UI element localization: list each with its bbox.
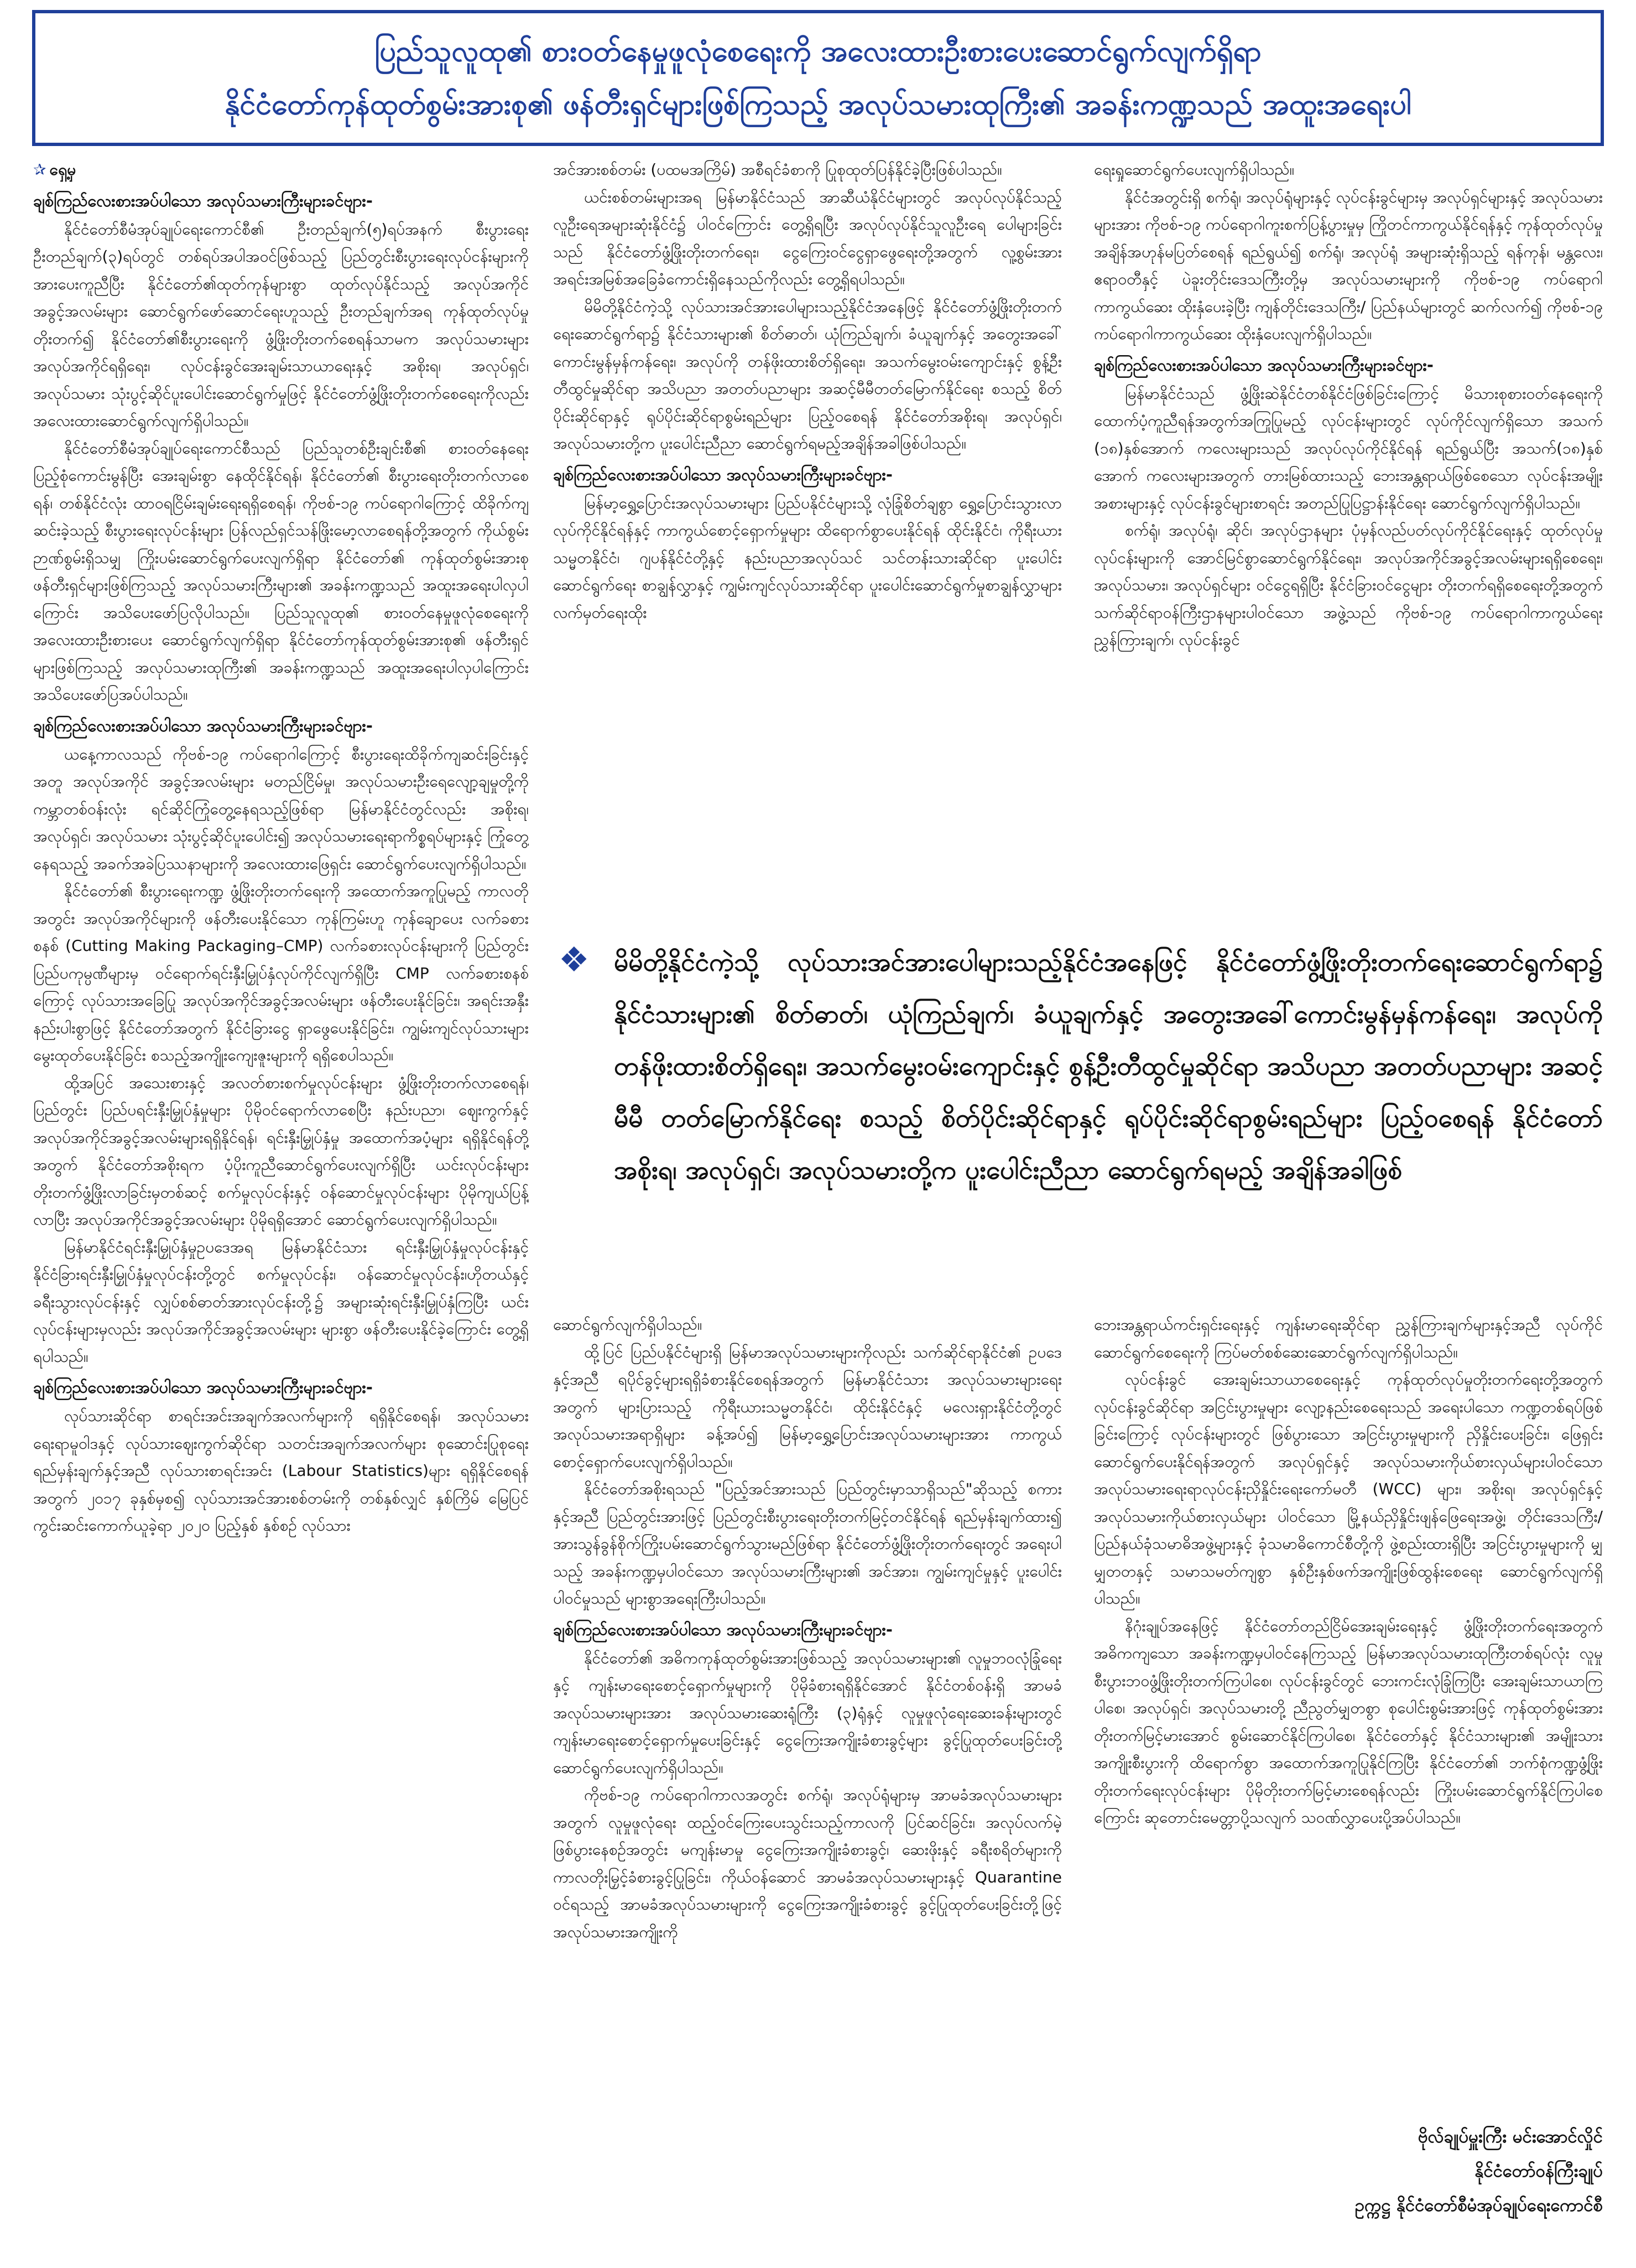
- body-paragraph: မြန်မာနိုင်ငံသည် ဖွံ့ဖြိုးဆဲနိုင်ငံတစ်နိုင်ငံဖြစ်ခြင်းကြောင့် မိသားစုစားဝတ်နေရေးကို ထောက်ပံ့ကူညီရန်အတွက်အကြုပြုမည့် လုပ်ငန်းများတွင် လုပ်ကိုင်လျက်ရှိသော အသက် (၁၈)နှစ်အောက် ကလေးများသည် အလုပ်လုပ်ကိုင်နိုင်ရန် ရည်ရွယ်ပြီး အသက်(၁၈)နှစ်အောက် ကလေးများအတွက် တားမြစ်ထားသည့် ဘေးအန္တရာယ်ဖြစ်စေသော လုပ်ငန်းအမျိုးအစားများနှင့် လုပ်ငန်းခွင်များစာရင်း အတည်ပြုပြဋ္ဌာန်းနိုင်ရေး ဆောင်ရွက်လျက်ရှိပါသည်။: [1094, 384, 1603, 512]
- signatory-name: ဗိုလ်ချုပ်မှူးကြီး မင်းအောင်လှိုင်: [1418, 2127, 1603, 2147]
- title-banner: [32, 10, 1604, 146]
- body-paragraph: နိုင်ငံတော်၏ စီးပွားရေးကဏ္ဍ ဖွံ့ဖြိုးတိုးတက်ရေးကို အထောက်အကူပြုမည့် ကာလတိုအတွင်း အလုပ်အကိုင်များကို ဖန်တီးပေးနိုင်သော ကုန်ကြမ်းဟူ ကုန်ချောပေး လက်ခစားစနစ် (Cutting Making Packaging–CMP) လက်ခစားလုပ်ငန်းများကို ပြည်တွင်း ပြည်ပကုမ္ပဏီများမှ ဝင်ရောက်ရင်းနှီးမြှုပ်နှံလုပ်ကိုင်လျက်ရှိပြီး CMP လက်ခစားစနစ်ကြောင့် လုပ်သားအခြေပြု အလုပ်အကိုင်အခွင့်အလမ်းများ ဖန်တီးပေးနိုင်ခြင်း၊ အရင်းအနှီးနည်းပါးစွာဖြင့် နိုင်ငံတော်အတွက် နိုင်ငံခြားငွေ ရှာဖွေပေးနိုင်ခြင်း၊ ကျွမ်းကျင်လုပ်သားများ မွေးထုတ်ပေးနိုင်ခြင်း စသည့်အကျိုးကျေးဇူးများကို ရရှိစေပါသည်။: [33, 882, 529, 1064]
- body-paragraph: ဆောင်ရွက်လျက်ရှိပါသည်။: [553, 1315, 702, 1334]
- body-paragraph: အင်အားစစ်တမ်း (ပထမအကြိမ်) အစီရင်ခံစာကို ပြုစုထုတ်ပြန်နိုင်ခဲ့ပြီးဖြစ်ပါသည်။: [553, 160, 1002, 179]
- signatory-office: ဥက္ကဋ္ဌ နိုင်ငံတော်စီမံအုပ်ချုပ်ရေးကောင်စီ: [1354, 2196, 1603, 2215]
- article-column-3-top: [1094, 156, 1603, 925]
- body-paragraph: မြန်မာ့ရွှေ့ပြောင်းအလုပ်သမားများ ပြည်ပနိုင်ငံများသို့ လုံခြုံစိတ်ချစွာ ရွှေ့ပြောင်းသွားလာ လုပ်ကိုင်နိုင်ရန်နှင့် ကာကွယ်စောင့်ရှောက်မှုများ ထိရောက်စွာပေးနိုင်ရန် ထိုင်းနိုင်ငံ၊ ကိုရီးယားသမ္မတနိုင်ငံ၊ ဂျပန်နိုင်ငံတို့နှင့် နည်းပညာအလုပ်သင် သင်တန်းသားဆိုင်ရာ ပူးပေါင်းဆောင်ရွက်ရေး စာချွန်လွှာနှင့် ကျွမ်းကျင်လုပ်သားဆိုင်ရာ ပူးပေါင်းဆောင်ရွက်မှုစာချွန်လွှာများ လက်မှတ်ရေးထိုး: [553, 493, 1062, 622]
- signatory-title: နိုင်ငံတော်ဝန်ကြီးချုပ်: [1475, 2161, 1603, 2181]
- section-heading: ချစ်ကြည်လေးစားအပ်ပါသော အလုပ်သမားကြီးများခင်ဗျား-: [33, 191, 373, 210]
- pull-quote: [559, 936, 1603, 1302]
- body-paragraph: ကိုဗစ်-၁၉ ကပ်ရောဂါကာလအတွင်း စက်ရုံ၊ အလုပ်ရုံများမှ အာမခံအလုပ်သမားများအတွက် လူမှုဖူလုံရေး ထည့်ဝင်ကြေးပေးသွင်းသည့်ကာလကို ပြင်ဆင်ခြင်း၊ အလုပ်လက်မဲ့ဖြစ်ပွားနေစဉ်အတွင်း မကျန်းမာမှု ငွေကြေးအကျိုးခံစားခွင့်၊ ဆေးဖိုးနှင့် ခရီးစရိတ်များကို ကာလတိုးမြှင့်ခံစားခွင့်ပြုခြင်း၊ ကိုယ်ဝန်ဆောင် အာမခံအလုပ်သမားများနှင့် Quarantine ဝင်ရသည့် အာမခံအလုပ်သမားများကို ငွေကြေးအကျိုးခံစားခွင့် ခွင့်ပြုထုတ်ပေးခြင်းတို့ဖြင့် အလုပ်သမားအကျိုးကို: [553, 1786, 1062, 1941]
- title-line-2: နိုင်ငံတော်ကုန်ထုတ်စွမ်းအားစု၏ ဖန်တီးရှင်များဖြစ်ကြသည့် အလုပ်သမားထုကြီး၏ အခန်းကဏ္ဍသည် အထူးအရေးပါ: [225, 88, 1411, 121]
- body-paragraph: နိုင်ငံတော်အစိုးရသည် "ပြည့်အင်အားသည် ပြည်တွင်းမှာသာရှိသည်"ဆိုသည့် စကားနှင့်အညီ ပြည်တွင်းအားဖြင့် ပြည်တွင်းစီးပွားရေးတိုးတက်မြင့်တင်နိုင်ရန် ရည်မှန်းချက်ထား၍ အားသွန်ခွန်စိုက်ကြိုးပမ်းဆောင်ရွက်သွားမည်ဖြစ်ရာ နိုင်ငံတော်ဖွံ့ဖြိုးတိုးတက်ရေးတွင် အရေးပါသည့် အခန်းကဏ္ဍမှပါဝင်သော အလုပ်သမားကြီးများ၏ အင်အား၊ ကျွမ်းကျင်မှုနှင့် ပူးပေါင်းပါဝင်မှုသည် များစွာအရေးကြီးပါသည်။: [553, 1480, 1062, 1608]
- continued-from-marker: [33, 156, 529, 184]
- body-paragraph: ထို့ပြင် ပြည်ပနိုင်ငံများရှိ မြန်မာအလုပ်သမားများကိုလည်း သက်ဆိုင်ရာနိုင်ငံ၏ ဥပဒေနှင့်အညီ ရပိုင်ခွင့်များရရှိခံစားနိုင်စေရန်အတွက် မြန်မာနိုင်ငံသား အလုပ်သမားများရေးအတွက် များပြားသည့် ကိုရီးယားသမ္မတနိုင်ငံ၊ ထိုင်းနိုင်ငံနှင့် မလေးရှားနိုင်ငံတို့တွင် အလုပ်သမားအရာရှိများ ခန့်အပ်၍ မြန်မာ့ရွှေ့ပြောင်းအလုပ်သမားများအား ကာကွယ်စောင့်ရှောက်ပေးလျက်ရှိပါသည်။: [553, 1343, 1062, 1471]
- title-line-1: ပြည်သူလူထု၏ စားဝတ်နေမှုဖူလုံစေရေးကို အလေးထားဦးစားပေးဆောင်ရွက်လျက်ရှိရာ: [374, 35, 1262, 68]
- body-paragraph: စက်ရုံ၊ အလုပ်ရုံ၊ ဆိုင်၊ အလုပ်ဌာနများ ပုံမှန်လည်ပတ်လုပ်ကိုင်နိုင်ရေးနှင့် ထုတ်လုပ်မှုလုပ်ငန်းများကို အောင်မြင်စွာဆောင်ရွက်နိုင်ရေး၊ အလုပ်အကိုင်အခွင့်အလမ်းများရရှိစေရေး၊ အလုပ်သမား၊ အလုပ်ရှင်များ ဝင်ငွေရရှိပြီး နိုင်ငံခြားဝင်ငွေများ တိုးတက်ရရှိစေရေးတို့အတွက် သက်ဆိုင်ရာဝန်ကြီးဌာနများပါဝင်သော အဖွဲ့သည် ကိုဗစ်-၁၉ ကပ်ရောဂါကာကွယ်ရေး ညွှန်ကြားချက်၊ လုပ်ငန်းခွင်: [1094, 521, 1603, 649]
- article-column-1: [33, 156, 529, 2246]
- article-column-3-bottom: [1094, 1311, 1603, 2113]
- body-paragraph: ရေးရှုဆောင်ရွက်ပေးလျက်ရှိပါသည်။: [1094, 160, 1295, 179]
- body-paragraph: လုပ်ငန်းခွင် အေးချမ်းသာယာစေရေးနှင့် ကုန်ထုတ်လုပ်မှုတိုးတက်ရေးတို့အတွက် လုပ်ငန်းခွင်ဆိုင်ရာ အငြင်းပွားမှုများ လျော့နည်းစေရေးသည် အရေးပါသော ကဏ္ဍတစ်ရပ်ဖြစ်ခြင်းကြောင့် လုပ်ငန်းများတွင် ဖြစ်ပွားသော အငြင်းပွားမှုများကို ညှိနှိုင်းပေးခြင်း၊ ဖြေရှင်းဆောင်ရွက်ပေးနိုင်ရန်အတွက် အလုပ်ရှင်နှင့် အလုပ်သမားကိုယ်စားလှယ်များပါဝင်သော အလုပ်သမားရေးရာလုပ်ငန်းညှိနှိုင်းရေးကော်မတီ (WCC) များ၊ အစိုးရ၊ အလုပ်ရှင်နှင့် အလုပ်သမားကိုယ်စားလှယ်များ ပါဝင်သော မြို့နယ်ညှိနှိုင်းဖျန်ဖြေရေးအဖွဲ့၊ တိုင်းဒေသကြီး/ ပြည်နယ်ခုံသမာဓိအဖွဲ့များနှင့် ခုံသမာဓိကောင်စီတို့ကို ဖွဲ့စည်းထားရှိပြီး အငြင်းပွားမှုများကို မျှမျှတတနှင့် သမာသမတ်ကျစွာ နှစ်ဦးနှစ်ဖက်အကျိုးဖြစ်ထွန်းစေရေး ဆောင်ရွက်လျက်ရှိပါသည်။: [1094, 1370, 1603, 1608]
- star-icon: ✰: [33, 160, 46, 179]
- body-paragraph: ဘေးအန္တရာယ်ကင်းရှင်းရေးနှင့် ကျန်းမာရေးဆိုင်ရာ ညွှန်ကြားချက်များနှင့်အညီ လုပ်ကိုင်ဆောင်ရွက်စေရေးကို ကြပ်မတ်စစ်ဆေးဆောင်ရွက်လျက်ရှိပါသည်။: [1094, 1315, 1603, 1361]
- body-paragraph: ယနေ့ကာလသည် ကိုဗစ်-၁၉ ကပ်ရောဂါကြောင့် စီးပွားရေးထိခိုက်ကျဆင်းခြင်းနှင့်အတူ အလုပ်အကိုင် အခွင့်အလမ်းများ မတည်ငြိမ်မှု၊ အလုပ်သမားဦးရေလျော့ချမှုတို့ကို ကမ္ဘာတစ်ဝန်းလုံး ရင်ဆိုင်ကြုံတွေ့နေရသည့်ဖြစ်ရာ မြန်မာနိုင်ငံတွင်လည်း အစိုးရ၊ အလုပ်ရှင်၊ အလုပ်သမား သုံးပွင့်ဆိုင်ပူးပေါင်း၍ အလုပ်သမားရေးရာကိစ္စရပ်များနှင့် ကြုံတွေ့နေရသည့် အခက်အခဲပြဿနာများကို အလေးထားဖြေရှင်း ဆောင်ရွက်ပေးလျက်ရှိပါသည်။: [33, 745, 529, 873]
- body-paragraph: လုပ်သားဆိုင်ရာ စာရင်းအင်းအချက်အလက်များကို ရရှိနိုင်စေရန်၊ အလုပ်သမားရေးရာမူဝါဒနှင့် လုပ်သားဈေးကွက်ဆိုင်ရာ သတင်းအချက်အလက်များ စုဆောင်းပြုစုရေး ရည်မှန်းချက်နှင့်အညီ လုပ်သားစာရင်းအင်း (Labour Statistics)များ ရရှိနိုင်စေရန်အတွက် ၂၀၁၇ ခုနှစ်မှစ၍ လုပ်သားအင်အားစစ်တမ်းကို တစ်နှစ်လျှင် နှစ်ကြိမ် မြေပြင်ကွင်းဆင်းကောက်ယူခဲ့ရာ ၂၀၂၀ ပြည့်နှစ် နှစ်စဉ် လုပ်သား: [33, 1407, 529, 1534]
- body-paragraph: နိုင်ငံအတွင်းရှိ စက်ရုံ၊ အလုပ်ရုံများနှင့် လုပ်ငန်းခွင်များမှ အလုပ်ရှင်များနှင့် အလုပ်သမားများအား ကိုဗစ်-၁၉ ကပ်ရောဂါကူးစက်ပြန့်ပွားမှုမှ ကြိုတင်ကာကွယ်နိုင်ရန်နှင့် ကုန်ထုတ်လုပ်မှုအချိန်အဟုန်မပြတ်စေရန် ရည်ရွယ်၍ စက်ရုံ၊ အလုပ်ရုံ အများဆုံးရှိသည့် ရန်ကုန်၊ မန္တလေး၊ ဧရာဝတီနှင့် ပဲခူးတိုင်းဒေသကြီးတို့မှ အလုပ်သမားများကို ကိုဗစ်-၁၉ ကပ်ရောဂါကာကွယ်ဆေး ထိုးနှံပေးခဲ့ပြီး ကျန်တိုင်းဒေသကြီး/ ပြည်နယ်များတွင် ဆက်လက်၍ ကိုဗစ်-၁၉ ကပ်ရောဂါကာကွယ်ဆေး ထိုးနှံပေးလျက်ရှိပါသည်။: [1094, 188, 1603, 343]
- body-paragraph: နိုင်ငံတော်စီမံအုပ်ချုပ်ရေးကောင်စီသည် ပြည်သူတစ်ဦးချင်းစီ၏ စားဝတ်နေရေးပြည့်စုံကောင်းမွန်ပြီး အေးချမ်းစွာ နေထိုင်နိုင်ရန်၊ နိုင်ငံတော်၏ စီးပွားရေးတိုးတက်လာစေရန်၊ တစ်နိုင်ငံလုံး ထာဝရငြိမ်းချမ်းရေးရရှိစေရန်၊ ကိုဗစ်-၁၉ ကပ်ရောဂါကြောင့် ထိခိုက်ကျဆင်းခဲ့သည့် စီးပွားရေးလုပ်ငန်းများ ပြန်လည်ရှင်သန်ဖြိုးမော့လာစေရန်တို့အတွက် ကိုယ်စွမ်းဉာဏ်စွမ်းရှိသမျှ ကြိုးပမ်းဆောင်ရွက်ပေးလျက်ရှိရာ နိုင်ငံတော်၏ ကုန်ထုတ်စွမ်းအားစု ဖန်တီးရှင်များဖြစ်ကြသည့် အလုပ်သမားကြီးများ၏ အခန်းကဏ္ဍသည် အထူးအရေးပါလှပါကြောင်း အသိပေးဖော်ပြလိုပါသည်။ ပြည်သူလူထု၏ စားဝတ်နေမှုဖူလုံစေရေးကို အလေးထားဦးစားပေး ဆောင်ရွက်လျက်ရှိရာ နိုင်ငံတော်ကုန်ထုတ်စွမ်းအားစု၏ ဖန်တီးရှင်များဖြစ်ကြသည့် အလုပ်သမားထုကြီး၏ အခန်းကဏ္ဍသည် အထူးအရေးပါလှပါကြောင်း အသိပေးဖော်ပြအပ်ပါသည်။: [33, 439, 529, 704]
- body-paragraph: နိဂုံးချုပ်အနေဖြင့် နိုင်ငံတော်တည်ငြိမ်အေးချမ်းရေးနှင့် ဖွံ့ဖြိုးတိုးတက်ရေးအတွက် အဓိကကျသော အခန်းကဏ္ဍမှပါဝင်နေကြသည့် မြန်မာအလုပ်သမားထုကြီးတစ်ရပ်လုံး လူမှုစီးပွားဘဝဖွံ့ဖြိုးတိုးတက်ကြပါစေ၊ လုပ်ငန်းခွင်တွင် ဘေးကင်းလုံခြုံကြပြီး အေးချမ်းသာယာကြပါစေ၊ အလုပ်ရှင်၊ အလုပ်သမားတို့ ညီညွတ်မျှတစွာ စုပေါင်းစွမ်းအားဖြင့် ကုန်ထုတ်စွမ်းအား တိုးတက်မြင့်မားအောင် စွမ်းဆောင်နိုင်ကြပါစေ၊ နိုင်ငံတော်နှင့် နိုင်ငံသားများ၏ အမျိုးသားအကျိုးစီးပွားကို ထိရောက်စွာ အထောက်အကူပြုနိုင်ကြပြီး နိုင်ငံတော်၏ ဘက်စုံကဏ္ဍဖွံ့ဖြိုးတိုးတက်ရေးလုပ်ငန်းများ ပိုမိုတိုးတက်မြင့်မားစေရန်လည်း ကြိုးပမ်းဆောင်ရွက်နိုင်ကြပါစေကြောင်း ဆုတောင်းမေတ္တာပို့သလျက် သဝဏ်လွှာပေးပို့အပ်ပါသည်။: [1094, 1616, 1603, 1827]
- article-column-2-bottom: [553, 1311, 1062, 2251]
- signature-block: [1156, 2120, 1603, 2223]
- body-paragraph: မြန်မာနိုင်ငံရင်းနှီးမြှုပ်နှံမှုဥပဒေအရ မြန်မာနိုင်ငံသား ရင်းနှီးမြှုပ်နှံမှုလုပ်ငန်းနှင့် နိုင်ငံခြားရင်းနှီးမြှုပ်နှံမှုလုပ်ငန်းတို့တွင် စက်မှုလုပ်ငန်း၊ ဝန်ဆောင်မှုလုပ်ငန်း၊ဟိုတယ်နှင့် ခရီးသွားလုပ်ငန်းနှင့် လျှပ်စစ်ဓာတ်အားလုပ်ငန်းတို့၌ အများဆုံးရင်းနှီးမြှုပ်နှံကြပြီး ယင်းလုပ်ငန်းများမှလည်း အလုပ်အကိုင်အခွင့်အလမ်းများ များစွာ ဖန်တီးပေးနိုင်ခဲ့ကြောင်း တွေ့ရှိရပါသည်။: [33, 1237, 529, 1366]
- diamond-bullet-icon: ❖: [559, 939, 590, 980]
- body-paragraph: မိမိတို့နိုင်ငံကဲ့သို့ လုပ်သားအင်အားပေါများသည့်နိုင်ငံအနေဖြင့် နိုင်ငံတော်ဖွံ့ဖြိုးတိုးတက်ရေးဆောင်ရွက်ရာ၌ နိုင်ငံသားများ၏ စိတ်ဓာတ်၊ ယုံကြည်ချက်၊ ခံယူချက်နှင့် အတွေးအခေါ် ကောင်းမွန်မှန်ကန်ရေး၊ အလုပ်ကို တန်ဖိုးထားစိတ်ရှိရေး၊ အသက်မွေးဝမ်းကျောင်းနှင့် စွန့်ဦးတီထွင်မှုဆိုင်ရာ အသိပညာ အတတ်ပညာများ အဆင့်မီမီတတ်မြောက်နိုင်ရေး စသည့် စိတ်ပိုင်းဆိုင်ရာနှင့် ရုပ်ပိုင်းဆိုင်ရာစွမ်းရည်များ ပြည့်ဝစေရန် နိုင်ငံတော်အစိုးရ၊ အလုပ်ရှင်၊ အလုပ်သမားတို့က ပူးပေါင်းညီညာ ဆောင်ရွက်ရမည့်အချိန်အခါဖြစ်ပါသည်။: [553, 297, 1062, 452]
- body-paragraph: နိုင်ငံတော်စီမံအုပ်ချုပ်ရေးကောင်စီ၏ ဦးတည်ချက်(၅)ရပ်အနက် စီးပွားရေးဦးတည်ချက်(၃)ရပ်တွင် တစ်ရပ်အပါအဝင်ဖြစ်သည့် ပြည်တွင်းစီးပွားရေးလုပ်ငန်းများကို အားပေးကူညီပြီး နိုင်ငံတော်၏ထုတ်ကုန်များစွာ ထုတ်လုပ်နိုင်သည့် အလုပ်အကိုင်အခွင့်အလမ်းများ ဆောင်ရွက်ဖော်ဆောင်ရေးဟူသည့် ဦးတည်ချက်အရ ကုန်ထုတ်လုပ်မှုတိုးတက်၍ နိုင်ငံတော်၏စီးပွားရေးကို ဖွံ့ဖြိုးတိုးတက်စေရန်သာမက အလုပ်သမားများ အလုပ်အကိုင်ရရှိရေး၊ လုပ်ငန်းခွင်အေးချမ်းသာယာရေးနှင့် အစိုးရ၊ အလုပ်ရှင်၊ အလုပ်သမား သုံးပွင့်ဆိုင်ပူးပေါင်းဆောင်ရွက်မှုဖြင့် နိုင်ငံတော်ဖွံ့ဖြိုးတိုးတက်စေရေးကိုလည်း အလေးထားဆောင်ရွက်လျက်ရှိပါသည်။: [33, 220, 529, 430]
- body-paragraph: ယင်းစစ်တမ်းများအရ မြန်မာနိုင်ငံသည် အာဆီယံနိုင်ငံများတွင် အလုပ်လုပ်နိုင်သည့် လူဦးရေအများဆုံးနိုင်ငံ၌ ပါဝင်ကြောင်း တွေ့ရှိရပြီး အလုပ်လုပ်နိုင်သူလူဦးရေ ပေါများခြင်းသည် နိုင်ငံတော်ဖွံ့ဖြိုးတိုးတက်ရေး၊ ငွေကြေးဝင်ငွေရှာဖွေရေးတို့အတွက် လူ့စွမ်းအားအရင်းအမြစ်အခြေခံကောင်းရှိနေသည်ကိုလည်း တွေ့ရှိရပါသည်။: [553, 188, 1062, 288]
- section-heading: ချစ်ကြည်လေးစားအပ်ပါသော အလုပ်သမားကြီးများခင်ဗျား-: [1094, 355, 1434, 374]
- pull-quote-text: မိမိတို့နိုင်ငံကဲ့သို့ လုပ်သားအင်အားပေါများသည့်နိုင်ငံအနေဖြင့် နိုင်ငံတော်ဖွံ့ဖြိုးတိုးတက်ရေးဆောင်ရွက်ရာ၌ နိုင်ငံသားများ၏ စိတ်ဓာတ်၊ ယုံကြည်ချက်၊ ခံယူချက်နှင့် အတွေးအခေါ်ကောင်းမွန်မှန်ကန်ရေး၊ အလုပ်ကိုတန်ဖိုးထားစိတ်ရှိရေး၊ အသက်မွေးဝမ်းကျောင်းနှင့် စွန့်ဦးတီထွင်မှုဆိုင်ရာ အသိပညာ အတတ်ပညာများ အဆင့်မီမီ တတ်မြောက်နိုင်ရေး စသည့် စိတ်ပိုင်းဆိုင်ရာနှင့် ရုပ်ပိုင်းဆိုင်ရာစွမ်းရည်များ ပြည့်ဝစေရန် နိုင်ငံတော်အစိုးရ၊ အလုပ်ရှင်၊ အလုပ်သမားတို့က ပူးပေါင်းညီညာ ဆောင်ရွက်ရမည့် အချိန်အခါဖြစ်: [614, 947, 1603, 1185]
- section-heading: ချစ်ကြည်လေးစားအပ်ပါသော အလုပ်သမားကြီးများခင်ဗျား-: [553, 465, 893, 484]
- continued-from-label: ရှေ့မှ: [49, 160, 76, 179]
- body-paragraph: ထို့အပြင် အသေးစားနှင့် အလတ်စားစက်မှုလုပ်ငန်းများ ဖွံ့ဖြိုးတိုးတက်လာစေရန်၊ ပြည်တွင်း ပြည်ပရင်းနှီးမြှုပ်နှံမှုများ ပိုမိုဝင်ရောက်လာစေပြီး နည်းပညာ၊ ဈေးကွက်နှင့် အလုပ်အကိုင်အခွင့်အလမ်းများရရှိနိုင်ရန်၊ ရင်းနှီးမြှုပ်နှံမှု အထောက်အပံ့များ ရရှိနိုင်ရန်တို့အတွက် နိုင်ငံတော်အစိုးရက ပံ့ပိုးကူညီဆောင်ရွက်ပေးလျက်ရှိပြီး ယင်းလုပ်ငန်းများ တိုးတက်ဖွံ့ဖြိုးလာခြင်းမှတစ်ဆင့် စက်မှုလုပ်ငန်းနှင့် ဝန်ဆောင်မှုလုပ်ငန်းများ ပိုမိုကျယ်ပြန့်လာပြီး အလုပ်အကိုင်အခွင့်အလမ်းများ ပိုမိုရရှိအောင် ဆောင်ရွက်ပေးလျက်ရှိပါသည်။: [33, 1073, 529, 1229]
- section-heading: ချစ်ကြည်လေးစားအပ်ပါသော အလုပ်သမားကြီးများခင်ဗျား-: [553, 1620, 893, 1639]
- body-paragraph: နိုင်ငံတော်၏ အဓိကကုန်ထုတ်စွမ်းအားဖြစ်သည့် အလုပ်သမားများ၏ လူမှုဘဝလုံခြုံရေးနှင့် ကျန်းမာရေးစောင့်ရှောက်မှုများကို ပိုမိုခံစားရရှိနိုင်အောင် နိုင်ငံတစ်ဝန်းရှိ အာမခံအလုပ်သမားများအား အလုပ်သမားဆေးရုံကြီး (၃)ရုံနှင့် လူမှုဖူလုံရေးဆေးခန်းများတွင် ကျန်းမာရေးစောင့်ရှောက်မှုပေးခြင်းနှင့် ငွေကြေးအကျိုးခံစားခွင့်များ ခွင့်ပြုထုတ်ပေးခြင်းတို့ ဆောင်ရွက်ပေးလျက်ရှိပါသည်။: [553, 1648, 1062, 1777]
- section-heading: ချစ်ကြည်လေးစားအပ်ပါသော အလုပ်သမားကြီးများခင်ဗျား-: [33, 716, 373, 735]
- article-column-2-top: [553, 156, 1062, 925]
- section-heading: ချစ်ကြည်လေးစားအပ်ပါသော အလုပ်သမားကြီးများခင်ဗျား-: [33, 1378, 373, 1397]
